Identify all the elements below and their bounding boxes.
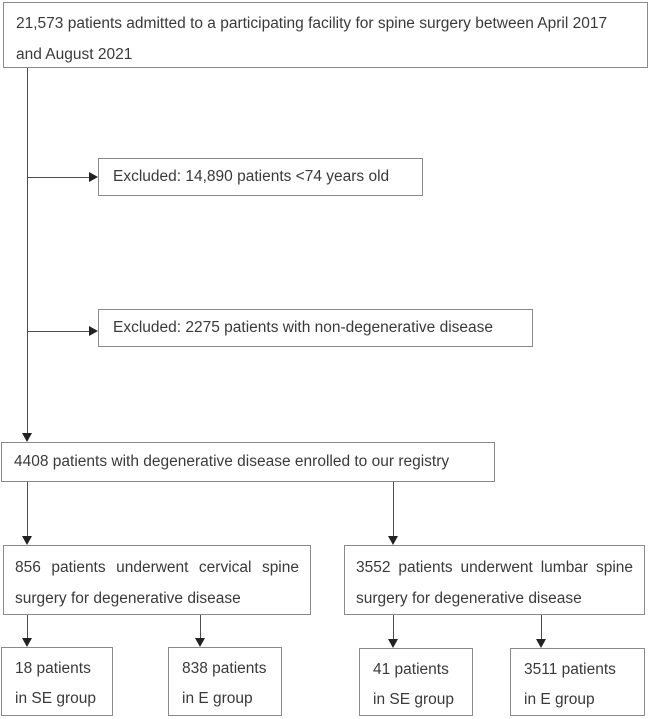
cervical-e-line1: 838 patients — [182, 660, 267, 677]
box-excluded-nondegenerative — [98, 309, 533, 347]
registry-text: 4408 patients with degenerative disease enrolled to our registry — [14, 453, 450, 470]
connector-cervical-e — [200, 615, 201, 638]
cervical-text-line2: surgery for degenerative disease — [15, 590, 241, 607]
box-lumbar-surgery — [344, 545, 645, 615]
cervical-se-line2: in SE group — [15, 690, 96, 707]
box-cervical-surgery — [3, 545, 311, 615]
arrowhead-right-icon — [89, 326, 98, 336]
admitted-text-line2: and August 2021 — [16, 46, 133, 63]
arrowhead-down-icon — [388, 536, 398, 545]
cervical-e-line2: in E group — [182, 690, 253, 707]
box-admitted-patients — [3, 2, 648, 68]
connector-registry-cervical — [27, 482, 28, 536]
box-lumbar-se-group — [359, 648, 473, 716]
arrowhead-down-icon — [22, 433, 32, 442]
box-registry-enrolled — [1, 442, 495, 482]
connector-registry-lumbar — [393, 482, 394, 536]
cervical-text-line1: 856 patients underwent cervical spine — [15, 559, 299, 576]
box-lumbar-e-group — [510, 648, 645, 716]
arrowhead-down-icon — [22, 536, 32, 545]
excluded-age-text: Excluded: 14,890 patients <74 years old — [113, 168, 390, 185]
box-excluded-age — [98, 158, 423, 196]
admitted-text-line1: 21,573 patients admitted to a participating facility for spine surgery between April 2017 — [16, 15, 608, 32]
arrowhead-down-icon — [536, 639, 546, 648]
lumbar-text-line1: 3552 patients underwent lumbar spine — [356, 559, 633, 576]
connector-lumbar-se — [393, 615, 394, 639]
arrowhead-down-icon — [22, 638, 32, 647]
connector-lumbar-e — [541, 615, 542, 639]
connector-main-vertical — [27, 68, 28, 433]
box-cervical-se-group — [1, 647, 113, 716]
connector-excluded-nondegenerative — [27, 331, 89, 332]
arrowhead-down-icon — [388, 639, 398, 648]
arrowhead-down-icon — [195, 638, 205, 647]
lumbar-e-line1: 3511 patients — [524, 661, 616, 678]
cervical-se-line1: 18 patients — [15, 660, 91, 677]
arrowhead-right-icon — [89, 172, 98, 182]
lumbar-e-line2: in E group — [524, 691, 595, 708]
connector-excluded-age — [27, 177, 89, 178]
lumbar-text-line2: surgery for degenerative disease — [356, 590, 582, 607]
box-cervical-e-group — [168, 647, 282, 716]
lumbar-se-line2: in SE group — [373, 691, 454, 708]
excluded-nondegenerative-text: Excluded: 2275 patients with non-degenerative disease — [113, 319, 494, 336]
lumbar-se-line1: 41 patients — [373, 661, 449, 678]
connector-cervical-se — [27, 615, 28, 638]
